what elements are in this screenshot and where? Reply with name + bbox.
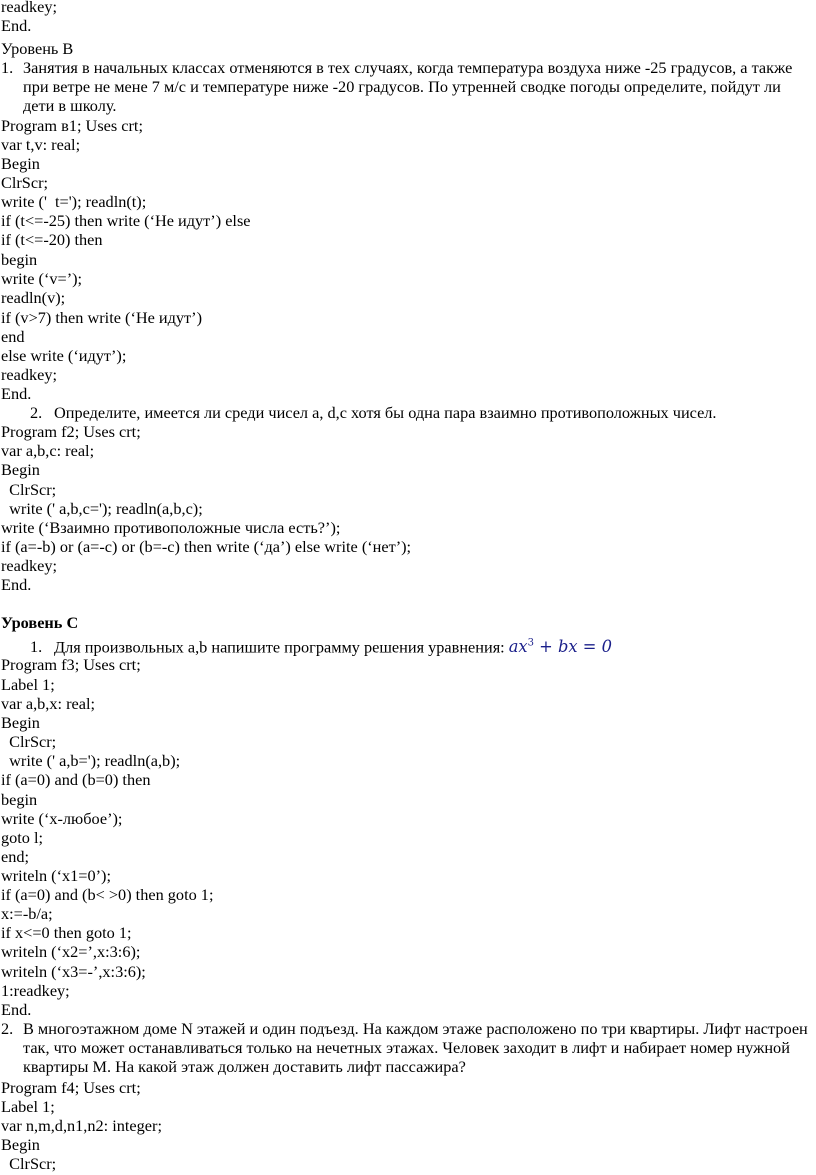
task-number: 1. — [30, 637, 43, 657]
task-c2 — [1, 1019, 810, 1076]
code-line: if (v>7) then write (‘Не идут’) — [1, 308, 203, 327]
task-text: Определите, имеется ли среди чисел a, d,c хотя бы одна пара взаимно противоположных чисел. — [54, 403, 717, 422]
code-line: var a,b,c: real; — [1, 441, 95, 460]
code-line: if x<=0 then goto 1; — [1, 923, 132, 942]
code-line: else write (‘идут’); — [1, 346, 127, 365]
task-number: 2. — [30, 403, 43, 422]
task-b2 — [30, 403, 717, 422]
code-line: if (a=-b) or (a=-c) or (b=-c) then write (‘да’) else write (‘нет’); — [1, 537, 412, 556]
code-line: end — [1, 327, 25, 346]
code-line: Label 1; — [1, 675, 55, 694]
code-line: begin — [1, 250, 38, 269]
code-line: End. — [1, 384, 32, 403]
code-line: Begin — [1, 460, 40, 479]
code-line: Program f2; Uses crt; — [1, 422, 141, 441]
code-line: writeln (‘x2=’,x:3:6); — [1, 942, 141, 961]
code-line: write (' t='); readln(t); — [1, 192, 147, 211]
code-line: Begin — [1, 713, 40, 732]
code-line: write (‘v=’); — [1, 269, 83, 288]
code-line: var a,b,x: real; — [1, 694, 96, 713]
code-line: writeln (‘x3=-’,x:3:6); — [1, 962, 146, 981]
code-line: write (' a,b='); readln(a,b); — [1, 751, 181, 770]
code-line: writeln (‘x1=0’); — [1, 866, 112, 885]
task-b1 — [1, 58, 810, 115]
code-line: write (' a,b,c='); readln(a,b,c); — [1, 499, 203, 518]
code-line: Label 1; — [1, 1097, 55, 1116]
equation-formula: $ax^3$ + bx = 0 — [508, 637, 612, 657]
code-line: readkey; — [1, 556, 58, 575]
code-line: write (‘Взаимно противоположные числа есть?’); — [1, 518, 341, 537]
code-line: begin — [1, 790, 38, 809]
task-text: Для произвольных a,b напишите программу решения уравнения: — [54, 637, 505, 657]
code-line: if (a=0) and (b< >0) then goto 1; — [1, 885, 214, 904]
code-line: End. — [1, 575, 32, 594]
task-number: 1. — [1, 58, 14, 77]
code-line: readkey; — [1, 0, 58, 16]
code-line: goto l; — [1, 828, 44, 847]
code-line: if (t<=-20) then — [1, 230, 103, 249]
code-line: ClrScr; — [1, 732, 57, 751]
code-line: if (a=0) and (b=0) then — [1, 770, 151, 789]
code-line: ClrScr; — [1, 480, 57, 499]
code-line: var t,v: real; — [1, 135, 81, 154]
code-line: readkey; — [1, 365, 58, 384]
code-line: 1:readkey; — [1, 981, 70, 1000]
code-line: end; — [1, 847, 30, 866]
code-line: readln(v); — [1, 288, 66, 307]
level-c-heading: Уровень С — [1, 613, 79, 632]
level-b-heading: Уровень В — [1, 39, 74, 58]
code-line: End. — [1, 16, 32, 35]
code-line: x:=-b/a; — [1, 904, 53, 923]
code-line: Program в1; Uses crt; — [1, 116, 143, 135]
code-line: ClrScr; — [1, 1154, 57, 1173]
code-line: Program f3; Uses crt; — [1, 655, 141, 674]
task-number: 2. — [1, 1019, 14, 1038]
code-line: Program f4; Uses crt; — [1, 1078, 141, 1097]
code-line: End. — [1, 1000, 32, 1019]
code-line: if (t<=-25) then write (‘Не идут’) else — [1, 211, 251, 230]
code-line: ClrScr; — [1, 173, 49, 192]
task-c1 — [30, 634, 612, 656]
task-text: В многоэтажном доме N этажей и один подъезд. На каждом этаже расположено по три квартиры. Лифт настроен так, что может останавливаться только на нечетных этажах. Человек заходит в лифт и набирает номер нужной квартиры M. На какой этаж должен доставить лифт пассажира? — [23, 1019, 808, 1076]
code-line: Begin — [1, 1135, 40, 1154]
code-line: Begin — [1, 154, 40, 173]
code-line: var n,m,d,n1,n2: integer; — [1, 1116, 162, 1135]
code-line: write (‘x-любое’); — [1, 809, 123, 828]
task-text: Занятия в начальных классах отменяются в тех случаях, когда температура воздуха ниже -25 градусов, а также при ветре не мене 7 м/с и температуре ниже -20 градусов. По утренней сводке погоды определите, пойдут ли дети в школу. — [23, 58, 793, 115]
